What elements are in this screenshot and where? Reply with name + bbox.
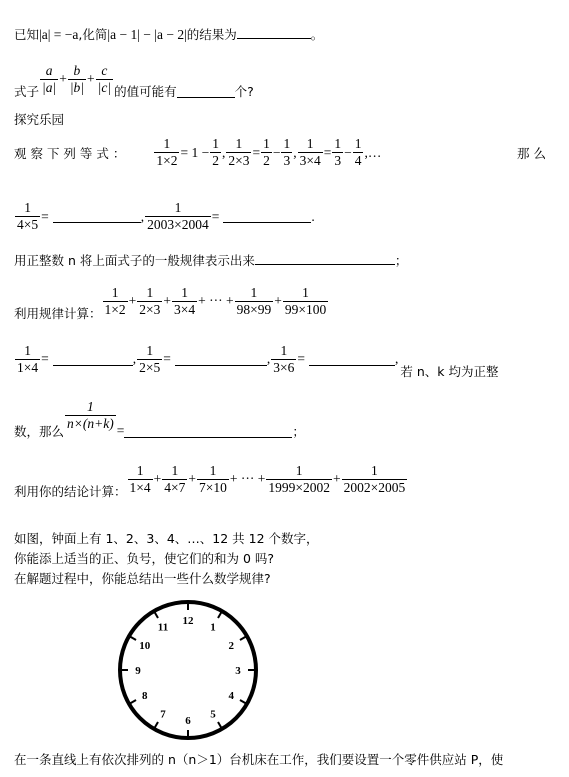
calc1-term-3 bbox=[172, 285, 197, 318]
comma-1: , bbox=[221, 144, 226, 160]
comma-2: , bbox=[293, 144, 297, 160]
general-eq: = bbox=[116, 423, 125, 438]
fill2-frac-2 bbox=[137, 343, 162, 376]
eq3-a-den: 3 bbox=[334, 153, 342, 168]
calc2-plus-2: + bbox=[188, 471, 197, 486]
q1-expression: |a − 1| − |a − 2| bbox=[107, 27, 187, 42]
eq-sign-2: = bbox=[211, 208, 220, 224]
eq2-lhs-num: 1 bbox=[235, 136, 243, 151]
eq2-a-num: 1 bbox=[263, 136, 270, 151]
fill-line-2 bbox=[14, 338, 554, 380]
calc2-t5-den: 2002×2005 bbox=[343, 479, 406, 495]
calc2-term-5 bbox=[342, 463, 408, 496]
general-frac bbox=[65, 399, 116, 432]
frac-b bbox=[68, 63, 86, 96]
calc2-label: 利用你的结论计算： bbox=[14, 484, 127, 499]
calc2-term-1 bbox=[128, 463, 153, 496]
clock-q-line-1: 如图，钟面上有 1、2、3、4、…、12 共 12 个数字， bbox=[14, 531, 319, 546]
clock-q-line-3: 在解题过程中，你能总结出一些什么数学规律? bbox=[14, 571, 271, 586]
fill2-f2-num: 1 bbox=[146, 342, 154, 358]
fill2-f1-den: 1×4 bbox=[17, 359, 39, 375]
calc1-term-2 bbox=[137, 285, 162, 318]
general-den: n×(n+k) bbox=[67, 415, 114, 431]
clock-number-4: 4 bbox=[228, 690, 235, 702]
fill2-comma-2: , bbox=[266, 351, 271, 366]
calc1-ellipsis: + ··· + bbox=[198, 293, 234, 308]
calc1-t4-den: 98×99 bbox=[236, 301, 272, 317]
clock-tick bbox=[155, 722, 159, 728]
fill-line-1 bbox=[14, 200, 315, 233]
calc2-t2-den: 4×7 bbox=[164, 479, 186, 495]
eq3-eq: = bbox=[323, 144, 332, 160]
rule-line bbox=[14, 251, 407, 269]
comma-f1: , bbox=[140, 208, 145, 224]
fill2-comma-3: , bbox=[395, 351, 399, 366]
clock-number-6: 6 bbox=[185, 715, 191, 727]
calc2-t1-num: 1 bbox=[136, 462, 144, 478]
eq3-a bbox=[332, 136, 343, 169]
clock-number-3: 3 bbox=[235, 665, 241, 677]
frac-2003-den: 2003×2004 bbox=[147, 217, 209, 232]
fill2-f3-num: 1 bbox=[280, 342, 288, 358]
eq-sign-1: = bbox=[41, 208, 49, 224]
calc2-t2-num: 1 bbox=[171, 462, 179, 478]
calc1-label: 利用规律计算： bbox=[14, 306, 102, 321]
general-num: 1 bbox=[86, 398, 94, 414]
eq3-lhs-num: 1 bbox=[306, 136, 314, 151]
eq3-b-num: 1 bbox=[354, 136, 362, 151]
eq1-rhs-den: 2 bbox=[212, 153, 219, 168]
calc1-plus-1: + bbox=[128, 293, 137, 308]
clock-tick bbox=[130, 637, 136, 641]
eq1-rhs bbox=[210, 136, 221, 169]
frac-a bbox=[40, 63, 58, 96]
clock-tick bbox=[130, 700, 136, 704]
frac-b-num: b bbox=[73, 62, 81, 78]
eq1-rhs-text: = 1 − bbox=[180, 144, 210, 160]
clock-face bbox=[115, 597, 261, 743]
calc2-term-4 bbox=[266, 463, 332, 496]
general-line bbox=[14, 398, 305, 440]
fill1-blank-1[interactable] bbox=[53, 210, 141, 223]
frac-4x5 bbox=[15, 200, 40, 233]
calc1-term-1 bbox=[103, 285, 128, 318]
q2-lead: 式子 bbox=[14, 84, 40, 99]
calc2-plus-1: + bbox=[153, 471, 162, 486]
observe-label: 观 察 下 列 等 式 ： bbox=[14, 145, 126, 161]
q2-tail: 的值可能有 bbox=[114, 84, 177, 99]
frac-4x5-den: 4×5 bbox=[17, 217, 39, 232]
calc1-t3-den: 3×4 bbox=[174, 301, 196, 317]
calc2-t3-num: 1 bbox=[209, 462, 217, 478]
calc1-t4-num: 1 bbox=[250, 284, 258, 300]
plus-2: + bbox=[87, 71, 95, 86]
clock-number-7: 7 bbox=[160, 708, 166, 721]
fill2-frac-3 bbox=[271, 343, 296, 376]
question-2 bbox=[14, 58, 254, 100]
rule-text: 用正整数 n 将上面式子的一般规律表示出来 bbox=[14, 253, 255, 268]
calc1-term-4 bbox=[235, 285, 274, 318]
rule-blank[interactable] bbox=[255, 252, 395, 265]
eq2-a bbox=[261, 136, 272, 169]
eq2-b-num: 1 bbox=[283, 136, 291, 151]
calc1-t1-den: 1×2 bbox=[104, 301, 126, 317]
clock-number-12: 12 bbox=[182, 615, 194, 627]
q1-answer-blank[interactable] bbox=[237, 26, 311, 39]
calc1-plus-3: + bbox=[274, 293, 282, 308]
q1-tail: 的结果为 bbox=[186, 27, 237, 42]
q1-condition: |a| = −a bbox=[39, 27, 79, 42]
calc1-plus-2: + bbox=[163, 293, 172, 308]
q1-comma: , bbox=[78, 27, 83, 42]
eq3-minus: − bbox=[344, 144, 352, 160]
calc1-t2-num: 1 bbox=[146, 284, 154, 300]
frac-a-den: |a| bbox=[42, 79, 57, 95]
calc1-t5-den: 99×100 bbox=[284, 301, 327, 317]
question-1 bbox=[14, 25, 323, 43]
q1-end: 。 bbox=[310, 27, 324, 42]
frac-2003x2004 bbox=[145, 200, 211, 233]
explore-title: 探究乐园 bbox=[14, 112, 65, 127]
calc1-t3-num: 1 bbox=[181, 284, 188, 300]
then-label: 那 么 bbox=[517, 145, 546, 161]
calc2-term-2 bbox=[162, 463, 187, 496]
clock-tick bbox=[218, 722, 222, 728]
eq2-eq: = bbox=[252, 144, 261, 160]
fill2-comma-1: , bbox=[132, 351, 137, 366]
clock-tick bbox=[240, 700, 246, 704]
calc2-plus-3: + bbox=[332, 471, 341, 486]
eq3-lhs bbox=[298, 136, 323, 169]
fill1-blank-2[interactable] bbox=[223, 210, 311, 223]
clock-number-8: 8 bbox=[141, 690, 148, 702]
clock-numbers bbox=[135, 615, 241, 727]
fill2-f3-den: 3×6 bbox=[273, 359, 295, 375]
frac-4x5-num: 1 bbox=[24, 200, 31, 215]
eq2-b-den: 3 bbox=[283, 153, 291, 168]
eq2-b bbox=[281, 136, 292, 169]
eq3-b bbox=[353, 136, 364, 169]
eq1-lhs-num: 1 bbox=[163, 136, 171, 151]
eq2-lhs bbox=[226, 136, 251, 169]
frac-a-num: a bbox=[45, 62, 53, 78]
eq1-rhs-num: 1 bbox=[212, 136, 219, 151]
clock-number-1: 1 bbox=[210, 621, 216, 634]
frac-c-den: |c| bbox=[97, 79, 112, 95]
calc2-t4-num: 1 bbox=[295, 462, 303, 478]
calc2-term-3 bbox=[197, 463, 229, 496]
fill2-blank-1[interactable] bbox=[53, 353, 133, 366]
fill2-blank-2[interactable] bbox=[175, 353, 267, 366]
calc-line-2 bbox=[14, 458, 408, 500]
q2-unit: 个? bbox=[234, 84, 254, 99]
eq2-a-den: 2 bbox=[263, 153, 270, 168]
fill2-f1-num: 1 bbox=[24, 342, 31, 358]
fill2-blank-3[interactable] bbox=[309, 353, 395, 366]
eq1-lhs bbox=[154, 136, 179, 169]
frac-c bbox=[96, 63, 113, 96]
observe-line bbox=[14, 136, 554, 169]
clock-tick bbox=[240, 637, 246, 641]
clock-tick bbox=[218, 612, 222, 618]
general-end: ； bbox=[292, 424, 305, 439]
fill2-eq-3: = bbox=[297, 351, 305, 366]
clock-number-10: 10 bbox=[139, 640, 151, 652]
clock-number-2: 2 bbox=[228, 640, 235, 652]
frac-2003-num: 1 bbox=[174, 200, 182, 215]
fill2-eq-2: = bbox=[163, 351, 171, 366]
last-line: 在一条直线上有依次排列的 n（n＞1）台机床在工作，我们要设置一个零件供应站 P，使 bbox=[14, 752, 504, 767]
ellipsis: ,… bbox=[364, 144, 382, 160]
clock-number-11: 11 bbox=[157, 621, 169, 634]
calc1-term-5 bbox=[283, 285, 328, 318]
calc2-t1-den: 1×4 bbox=[129, 479, 151, 495]
fill2-frac-1 bbox=[15, 343, 40, 376]
q1-mid: 化简 bbox=[82, 27, 108, 42]
general-lead: 数，那么 bbox=[14, 424, 65, 439]
calc1-t5-num: 1 bbox=[302, 284, 309, 300]
calc2-t4-den: 1999×2002 bbox=[268, 479, 330, 495]
calc2-t5-num: 1 bbox=[371, 462, 378, 478]
calc2-t3-den: 7×10 bbox=[199, 479, 227, 495]
dot-end: . bbox=[311, 208, 315, 224]
eq2-minus: − bbox=[272, 144, 281, 160]
frac-b-den: |b| bbox=[69, 79, 85, 95]
clock-number-9: 9 bbox=[135, 665, 141, 677]
eq3-a-num: 1 bbox=[334, 136, 342, 151]
eq3-lhs-den: 3×4 bbox=[299, 153, 321, 168]
frac-c-num: c bbox=[101, 62, 108, 78]
calc-line-1 bbox=[14, 280, 329, 322]
fill2-eq-1: = bbox=[41, 351, 49, 366]
fill2-f2-den: 2×5 bbox=[139, 359, 161, 375]
clock-tick bbox=[155, 612, 159, 618]
clock-number-5: 5 bbox=[210, 708, 216, 721]
general-blank[interactable] bbox=[124, 425, 292, 438]
q1-lead: 已知 bbox=[14, 27, 40, 42]
plus-1: + bbox=[59, 71, 67, 86]
clock-q-line-2: 你能添上适当的正、负号，使它们的和为 0 吗? bbox=[14, 551, 275, 566]
fill2-tail: 若 n、k 均为正整 bbox=[400, 364, 499, 379]
q2-answer-blank[interactable] bbox=[177, 85, 235, 98]
calc1-t1-num: 1 bbox=[111, 284, 119, 300]
eq1-lhs-den: 1×2 bbox=[156, 153, 178, 168]
calc2-ellipsis: + ··· + bbox=[229, 471, 266, 486]
rule-end: ； bbox=[394, 253, 408, 268]
calc1-t2-den: 2×3 bbox=[139, 301, 161, 317]
eq2-lhs-den: 2×3 bbox=[228, 153, 250, 168]
eq3-b-den: 4 bbox=[354, 153, 362, 168]
